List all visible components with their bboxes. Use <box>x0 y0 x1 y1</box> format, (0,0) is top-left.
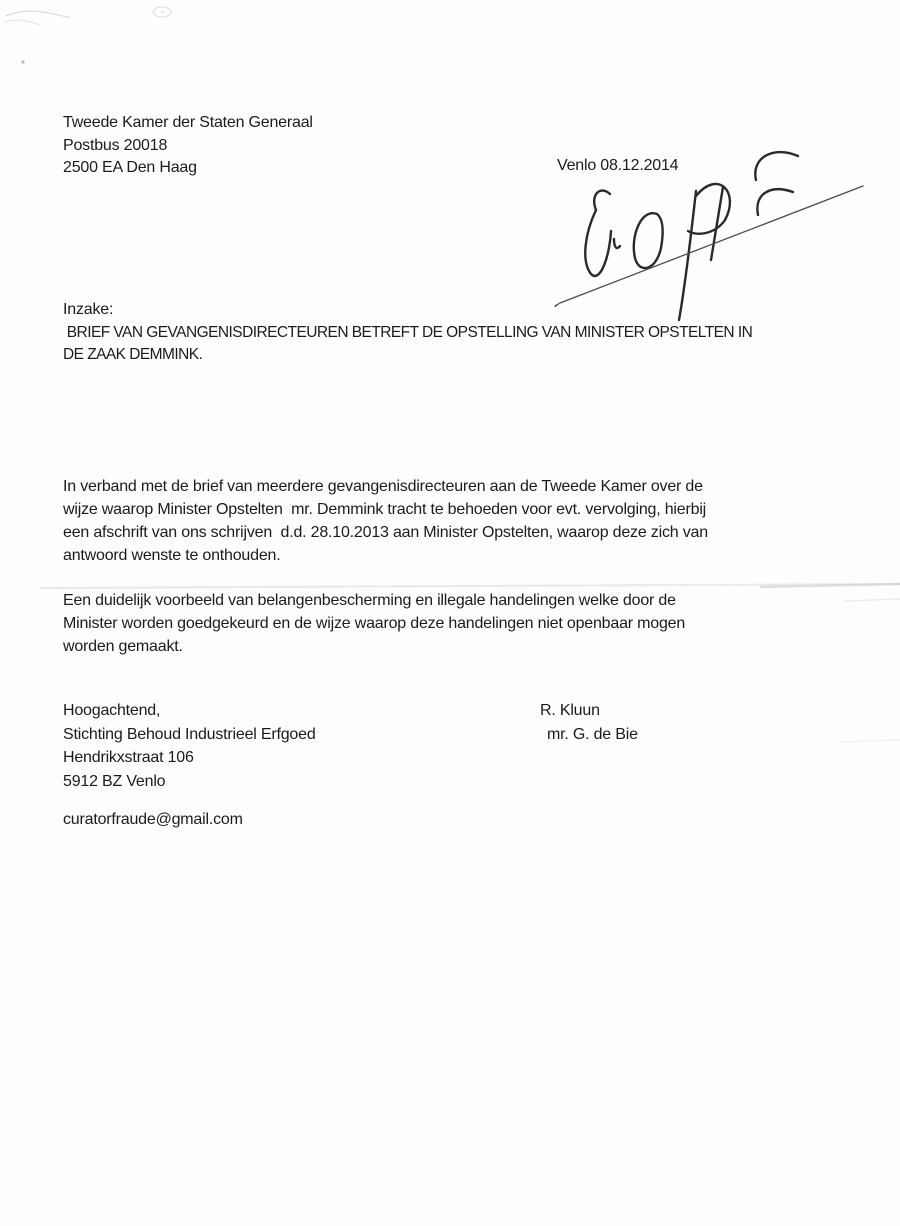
recipient-address-block <box>63 112 313 180</box>
recipient-line: Postbus 20018 <box>63 136 168 154</box>
signatories-block <box>540 699 638 746</box>
recipient-line: 2500 EA Den Haag <box>63 159 197 176</box>
subject-line: DE ZAAK DEMMINK. <box>63 346 203 363</box>
sender-email-text: curatorfraude@gmail.com <box>63 811 243 828</box>
signatory-name: mr. G. de Bie <box>547 725 638 743</box>
subject-line: BRIEF VAN GEVANGENISDIRECTEUREN BETREFT DE OPSTELLING VAN MINISTER OPSTELTEN IN <box>63 323 753 341</box>
body-line: antwoord wenste te onthouden. <box>63 547 281 564</box>
sender-postal-city: 5912 BZ Venlo <box>63 772 166 790</box>
closing-salutation: Hoogachtend, <box>63 702 161 719</box>
body-line: Een duidelijk voorbeeld van belangenbescherming en illegale handelingen welke door de <box>63 592 676 609</box>
subject-label: Inzake: <box>63 301 114 318</box>
kopie-handwriting <box>540 140 880 325</box>
sender-organization: Stichting Behoud Industrieel Erfgoed <box>63 725 316 743</box>
sender-email <box>63 809 243 832</box>
date-text: Venlo 08.12.2014 <box>557 157 679 174</box>
recipient-line: Tweede Kamer der Staten Generaal <box>63 114 313 131</box>
body-line: In verband met de brief van meerdere gevangenisdirecteuren aan de Tweede Kamer over de <box>63 478 703 495</box>
body-paragraph-1 <box>63 475 708 567</box>
body-paragraph-2 <box>63 589 685 658</box>
body-line: worden gemaakt. <box>63 638 183 655</box>
body-line: wijze waarop Minister Opstelten mr. Demmink tracht te behoeden voor evt. vervolging, hierbij <box>63 501 707 518</box>
closing-block <box>63 699 316 793</box>
signatory-name: R. Kluun <box>540 702 600 719</box>
sender-street: Hendrikxstraat 106 <box>63 749 194 767</box>
subject-block <box>63 299 752 367</box>
body-line: een afschrift van ons schrijven d.d. 28.10.2013 aan Minister Opstelten, waarop deze zich van <box>63 524 708 541</box>
body-line: Minister worden goedgekeurd en de wijze waarop deze handelingen niet openbaar mogen <box>63 615 686 632</box>
